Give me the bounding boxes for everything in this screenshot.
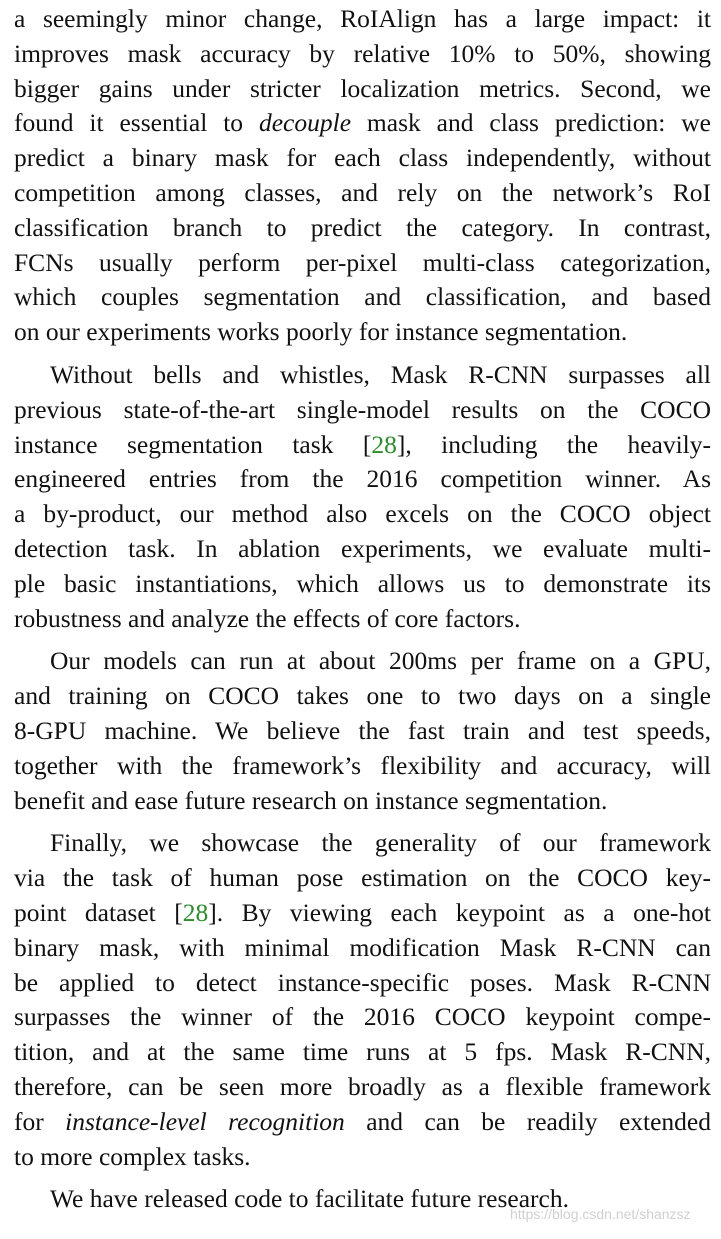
text-run: Without bells and whistles, Mask R-CNN surpasses all <box>50 359 711 389</box>
text-line <box>14 2 711 37</box>
text-run: engineered entries from the 2016 competition winner. As <box>14 464 711 494</box>
text-line <box>14 826 711 861</box>
text-line <box>14 211 711 246</box>
text-line <box>14 497 711 532</box>
text-run: binary mask, with minimal modification Mask R-CNN can <box>14 932 711 962</box>
text-run: instance segmentation task [ <box>14 429 372 459</box>
text-run: mask and class prediction: we <box>351 108 711 138</box>
text-line <box>14 462 711 497</box>
text-line <box>14 966 711 1001</box>
text-run: on our experiments works poorly for instance segmentation. <box>14 317 628 347</box>
text-run: previous state-of-the-art single-model results on the COCO <box>14 394 711 424</box>
emphasis-text: instance-level recognition <box>65 1106 345 1136</box>
text-line <box>14 141 711 176</box>
text-run: a by-product, our method also excels on the COCO object <box>14 499 711 529</box>
text-line <box>14 1070 711 1105</box>
text-line <box>14 861 711 896</box>
text-run: to more complex tasks. <box>14 1141 251 1171</box>
text-line <box>14 896 711 931</box>
text-line <box>14 931 711 966</box>
emphasis-text: decouple <box>258 108 352 138</box>
citation-link[interactable]: 28 <box>371 429 397 459</box>
text-line <box>14 1140 711 1175</box>
text-run: Finally, we showcase the generality of our framework <box>50 828 711 858</box>
text-run: FCNs usually perform per-pixel multi-class categorization, <box>14 247 711 277</box>
text-line <box>14 280 711 315</box>
text-run: together with the framework’s flexibility and accuracy, will <box>14 750 711 780</box>
text-run: Our models can run at about 200ms per frame on a GPU, <box>50 646 711 676</box>
text-line <box>14 1035 711 1070</box>
text-line <box>14 358 711 393</box>
text-run: and training on COCO takes one to two days on a single <box>14 681 711 711</box>
text-line <box>14 37 711 72</box>
paragraph-p3 <box>14 644 711 818</box>
text-run: be applied to detect instance-specific poses. Mask R-CNN <box>14 967 711 997</box>
text-line <box>14 1000 711 1035</box>
text-line <box>14 176 711 211</box>
paragraph-p2 <box>14 358 711 636</box>
paragraph-p1 <box>14 2 711 350</box>
text-line <box>14 679 711 714</box>
watermark: https://blog.csdn.net/shanzsz <box>510 1206 691 1222</box>
text-line <box>14 428 711 463</box>
text-run: bigger gains under stricter localization metrics. Second, we <box>14 73 711 103</box>
text-run: point dataset [ <box>14 897 183 927</box>
text-run: robustness and analyze the effects of core factors. <box>14 603 521 633</box>
text-run: for <box>14 1106 66 1136</box>
text-run: surpasses the winner of the 2016 COCO keypoint compe- <box>14 1002 711 1032</box>
text-line <box>14 714 711 749</box>
text-run: therefore, can be seen more broadly as a flexible framework <box>14 1071 711 1101</box>
text-line <box>14 315 711 350</box>
text-line <box>14 393 711 428</box>
text-line <box>14 72 711 107</box>
text-line <box>14 532 711 567</box>
text-run: ], including the heavily- <box>396 429 711 459</box>
text-run: 8-GPU machine. We believe the fast train and test speeds, <box>14 715 711 745</box>
text-run: detection task. In ablation experiments, we evaluate multi- <box>14 533 711 563</box>
text-run: found it essential to <box>14 108 259 138</box>
text-run: improves mask accuracy by relative 10% to 50%, showing <box>14 38 711 68</box>
text-run: a seemingly minor change, RoIAlign has a large impact: it <box>14 4 711 33</box>
text-line <box>14 602 711 637</box>
text-run: benefit and ease future research on instance segmentation. <box>14 785 608 815</box>
citation-link[interactable]: 28 <box>182 897 209 927</box>
text-run: competition among classes, and rely on the network’s RoI <box>14 177 711 207</box>
text-run: via the task of human pose estimation on the COCO key- <box>14 863 711 893</box>
text-run: and can be readily extended <box>344 1106 712 1136</box>
text-run: ]. By viewing each keypoint as a one-hot <box>208 897 711 927</box>
text-run: predict a binary mask for each class independently, without <box>14 143 711 173</box>
text-run: classification branch to predict the category. In contrast, <box>14 212 711 242</box>
text-run: We have released code to facilitate future research. <box>50 1184 569 1214</box>
text-line <box>14 106 711 141</box>
text-line <box>14 567 711 602</box>
paper-body <box>14 2 711 1217</box>
text-line <box>14 1105 711 1140</box>
text-run: which couples segmentation and classification, and based <box>14 282 711 312</box>
text-line <box>14 749 711 784</box>
text-line <box>14 644 711 679</box>
text-line <box>14 784 711 819</box>
text-run: tition, and at the same time runs at 5 fps. Mask R-CNN, <box>14 1037 711 1067</box>
paragraph-p4 <box>14 826 711 1174</box>
text-run: ple basic instantiations, which allows us to demonstrate its <box>14 568 711 598</box>
text-line <box>14 246 711 281</box>
